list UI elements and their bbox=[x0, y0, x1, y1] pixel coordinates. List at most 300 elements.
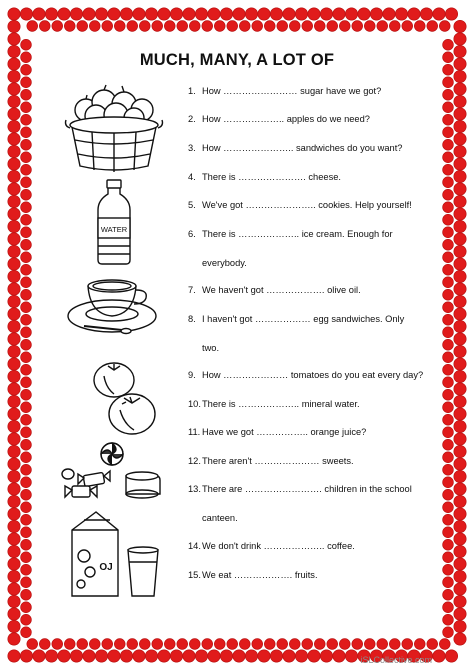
border-cherry-dot bbox=[454, 33, 466, 45]
border-cherry-dot bbox=[454, 183, 466, 195]
border-cherry-dot bbox=[227, 639, 238, 650]
question-text: There is …………………. cheese. bbox=[202, 172, 341, 182]
border-cherry-dot bbox=[8, 158, 20, 170]
border-cherry-dot bbox=[8, 483, 20, 495]
border-cherry-dot bbox=[443, 314, 454, 325]
border-cherry-dot bbox=[454, 420, 466, 432]
border-cherry-dot bbox=[220, 8, 232, 20]
border-cherry-dot bbox=[439, 639, 450, 650]
question-continuation: canteen. bbox=[202, 513, 238, 523]
border-cherry-dot bbox=[21, 202, 32, 213]
question-5 bbox=[188, 199, 412, 211]
border-cherry-dot bbox=[302, 639, 313, 650]
border-cherry-dot bbox=[427, 21, 438, 32]
border-cherry-dot bbox=[21, 164, 32, 175]
question-text: There aren't ………………… sweets. bbox=[202, 456, 354, 466]
bottle-label: WATER bbox=[100, 225, 128, 234]
border-cherry-dot bbox=[39, 639, 50, 650]
border-cherry-dot bbox=[152, 21, 163, 32]
border-cherry-dot bbox=[443, 602, 454, 613]
border-cherry-dot bbox=[302, 21, 313, 32]
border-cherry-dot bbox=[8, 558, 20, 570]
border-cherry-dot bbox=[339, 639, 350, 650]
border-cherry-dot bbox=[21, 189, 32, 200]
border-cherry-dot bbox=[454, 558, 466, 570]
border-cherry-dot bbox=[454, 95, 466, 107]
border-cherry-dot bbox=[445, 650, 457, 662]
water-bottle-illustration bbox=[94, 178, 134, 266]
border-cherry-dot bbox=[443, 564, 454, 575]
border-cherry-dot bbox=[277, 21, 288, 32]
border-cherry-dot bbox=[233, 8, 245, 20]
border-cherry-dot bbox=[189, 639, 200, 650]
border-cherry-dot bbox=[414, 21, 425, 32]
question-8 bbox=[188, 313, 405, 353]
border-cherry-dot bbox=[8, 358, 20, 370]
question-11 bbox=[188, 426, 366, 438]
question-number: 1. bbox=[188, 86, 196, 96]
border-cherry-dot bbox=[454, 245, 466, 257]
border-cherry-dot bbox=[443, 64, 454, 75]
border-cherry-dot bbox=[8, 520, 20, 532]
juice-carton-and-glass-illustration bbox=[66, 508, 166, 600]
border-cherry-dot bbox=[21, 102, 32, 113]
border-cherry-dot bbox=[358, 8, 370, 20]
question-1 bbox=[188, 85, 381, 97]
border-cherry-dot bbox=[443, 139, 454, 150]
border-cherry-dot bbox=[208, 8, 220, 20]
border-cherry-dot bbox=[389, 639, 400, 650]
border-cherry-dot bbox=[8, 195, 20, 207]
border-cherry-dot bbox=[21, 502, 32, 513]
border-cherry-dot bbox=[443, 364, 454, 375]
border-cherry-dot bbox=[170, 650, 182, 662]
border-cherry-dot bbox=[77, 21, 88, 32]
border-cherry-dot bbox=[8, 295, 20, 307]
question-text: There are ……………………. children in the school bbox=[202, 484, 412, 494]
border-cherry-dot bbox=[8, 650, 20, 662]
border-cherry-dot bbox=[8, 508, 20, 520]
border-cherry-dot bbox=[377, 639, 388, 650]
question-number: 7. bbox=[188, 285, 196, 295]
border-cherry-dot bbox=[308, 650, 320, 662]
border-cherry-dot bbox=[8, 333, 20, 345]
border-cherry-dot bbox=[45, 8, 57, 20]
border-cherry-dot bbox=[454, 570, 466, 582]
border-cherry-dot bbox=[8, 283, 20, 295]
border-cherry-dot bbox=[8, 233, 20, 245]
border-cherry-dot bbox=[283, 8, 295, 20]
border-cherry-dot bbox=[8, 533, 20, 545]
border-cherry-dot bbox=[70, 8, 82, 20]
border-cherry-dot bbox=[239, 21, 250, 32]
question-6 bbox=[188, 228, 393, 268]
border-cherry-dot bbox=[8, 145, 20, 157]
border-cherry-dot bbox=[58, 650, 70, 662]
border-cherry-dot bbox=[454, 83, 466, 95]
border-cherry-dot bbox=[8, 408, 20, 420]
border-cherry-dot bbox=[21, 464, 32, 475]
border-cherry-dot bbox=[8, 208, 20, 220]
border-cherry-dot bbox=[283, 650, 295, 662]
border-cherry-dot bbox=[127, 21, 138, 32]
border-cherry-dot bbox=[443, 502, 454, 513]
border-cherry-dot bbox=[445, 8, 457, 20]
border-cherry-dot bbox=[8, 33, 20, 45]
border-cherry-dot bbox=[377, 21, 388, 32]
border-cherry-dot bbox=[8, 170, 20, 182]
border-cherry-dot bbox=[443, 164, 454, 175]
border-cherry-dot bbox=[454, 258, 466, 270]
border-cherry-dot bbox=[58, 8, 70, 20]
border-cherry-dot bbox=[443, 214, 454, 225]
question-text: We've got ………………….. cookies. Help yourself! bbox=[202, 200, 412, 210]
question-2 bbox=[188, 113, 370, 125]
border-cherry-dot bbox=[443, 152, 454, 163]
border-cherry-dot bbox=[443, 377, 454, 388]
border-cherry-dot bbox=[289, 21, 300, 32]
border-cherry-dot bbox=[21, 339, 32, 350]
border-cherry-dot bbox=[183, 8, 195, 20]
border-cherry-dot bbox=[233, 650, 245, 662]
border-cherry-dot bbox=[443, 239, 454, 250]
border-cherry-dot bbox=[20, 650, 32, 662]
border-cherry-dot bbox=[21, 227, 32, 238]
border-cherry-dot bbox=[443, 252, 454, 263]
question-number: 4. bbox=[188, 172, 196, 182]
question-continuation: everybody. bbox=[202, 258, 247, 268]
border-cherry-dot bbox=[21, 264, 32, 275]
border-cherry-dot bbox=[139, 639, 150, 650]
border-cherry-dot bbox=[308, 8, 320, 20]
border-cherry-dot bbox=[21, 402, 32, 413]
border-cherry-dot bbox=[320, 8, 332, 20]
border-cherry-dot bbox=[289, 639, 300, 650]
footer-watermark: iSLCollective.com bbox=[360, 655, 432, 665]
question-continuation: two. bbox=[202, 343, 220, 353]
border-cherry-dot bbox=[20, 8, 32, 20]
border-cherry-dot bbox=[443, 614, 454, 625]
question-text: I haven't got ……………… egg sandwiches. Only bbox=[202, 314, 405, 324]
border-cherry-dot bbox=[443, 264, 454, 275]
question-number: 8. bbox=[188, 314, 196, 324]
border-cherry-dot bbox=[127, 639, 138, 650]
border-cherry-dot bbox=[295, 8, 307, 20]
border-cherry-dot bbox=[139, 21, 150, 32]
border-cherry-dot bbox=[21, 477, 32, 488]
border-cherry-dot bbox=[443, 189, 454, 200]
question-number: 14. bbox=[188, 541, 201, 551]
question-text: We haven't got ………………. olive oil. bbox=[202, 285, 361, 295]
question-3 bbox=[188, 142, 402, 154]
border-cherry-dot bbox=[21, 539, 32, 550]
question-text: Have we got …………….. orange juice? bbox=[202, 427, 367, 437]
border-cherry-dot bbox=[21, 527, 32, 538]
question-number: 15. bbox=[188, 570, 201, 580]
border-cherry-dot bbox=[454, 608, 466, 620]
border-cherry-dot bbox=[177, 21, 188, 32]
border-cherry-dot bbox=[21, 352, 32, 363]
border-cherry-dot bbox=[83, 8, 95, 20]
border-cherry-dot bbox=[454, 433, 466, 445]
question-number: 2. bbox=[188, 114, 196, 124]
border-cherry-dot bbox=[454, 133, 466, 145]
border-cherry-dot bbox=[21, 452, 32, 463]
border-cherry-dot bbox=[8, 420, 20, 432]
border-cherry-dot bbox=[195, 650, 207, 662]
border-cherry-dot bbox=[114, 639, 125, 650]
border-cherry-dot bbox=[133, 8, 145, 20]
border-cherry-dot bbox=[414, 639, 425, 650]
border-cherry-dot bbox=[443, 477, 454, 488]
border-cherry-dot bbox=[454, 233, 466, 245]
border-cherry-dot bbox=[443, 352, 454, 363]
border-cherry-dot bbox=[454, 108, 466, 120]
border-cherry-dot bbox=[402, 21, 413, 32]
border-cherry-dot bbox=[454, 395, 466, 407]
border-cherry-dot bbox=[433, 650, 445, 662]
border-cherry-dot bbox=[420, 8, 432, 20]
question-text: How ………………… tomatoes do you eat every day? bbox=[202, 370, 424, 380]
border-cherry-dot bbox=[202, 639, 213, 650]
border-cherry-dot bbox=[454, 520, 466, 532]
border-cherry-dot bbox=[454, 295, 466, 307]
border-cherry-dot bbox=[454, 45, 466, 57]
border-cherry-dot bbox=[8, 258, 20, 270]
border-cherry-dot bbox=[258, 650, 270, 662]
border-cherry-dot bbox=[8, 245, 20, 257]
border-cherry-dot bbox=[454, 620, 466, 632]
border-cherry-dot bbox=[8, 95, 20, 107]
border-cherry-dot bbox=[102, 21, 113, 32]
border-cherry-dot bbox=[183, 650, 195, 662]
border-cherry-dot bbox=[454, 270, 466, 282]
worksheet-page bbox=[38, 38, 436, 665]
border-cherry-dot bbox=[443, 77, 454, 88]
border-cherry-dot bbox=[21, 302, 32, 313]
border-cherry-dot bbox=[454, 445, 466, 457]
border-cherry-dot bbox=[21, 152, 32, 163]
border-cherry-dot bbox=[443, 402, 454, 413]
question-text: How …………………… sugar have we got? bbox=[202, 86, 382, 96]
border-cherry-dot bbox=[389, 21, 400, 32]
question-number: 13. bbox=[188, 484, 201, 494]
question-number: 9. bbox=[188, 370, 196, 380]
border-cherry-dot bbox=[8, 620, 20, 632]
border-cherry-dot bbox=[454, 170, 466, 182]
border-cherry-dot bbox=[264, 639, 275, 650]
border-cherry-dot bbox=[439, 21, 450, 32]
border-cherry-dot bbox=[8, 120, 20, 132]
border-cherry-dot bbox=[370, 8, 382, 20]
border-cherry-dot bbox=[8, 545, 20, 557]
border-cherry-dot bbox=[8, 320, 20, 332]
border-cherry-dot bbox=[454, 208, 466, 220]
border-cherry-dot bbox=[227, 21, 238, 32]
border-cherry-dot bbox=[270, 650, 282, 662]
border-cherry-dot bbox=[443, 289, 454, 300]
border-cherry-dot bbox=[454, 20, 466, 32]
border-cherry-dot bbox=[70, 650, 82, 662]
border-cherry-dot bbox=[21, 564, 32, 575]
border-cherry-dot bbox=[8, 595, 20, 607]
border-cherry-dot bbox=[220, 650, 232, 662]
border-cherry-dot bbox=[270, 8, 282, 20]
border-cherry-dot bbox=[8, 433, 20, 445]
border-cherry-dot bbox=[454, 333, 466, 345]
worksheet-title: MUCH, MANY, A LOT OF bbox=[139, 51, 335, 69]
border-cherry-dot bbox=[21, 577, 32, 588]
border-cherry-dot bbox=[21, 252, 32, 263]
border-cherry-dot bbox=[8, 70, 20, 82]
border-cherry-dot bbox=[402, 639, 413, 650]
border-cherry-dot bbox=[52, 21, 63, 32]
question-10 bbox=[188, 398, 360, 410]
border-cherry-dot bbox=[8, 108, 20, 120]
border-cherry-dot bbox=[21, 439, 32, 450]
border-cherry-dot bbox=[443, 89, 454, 100]
border-cherry-dot bbox=[83, 650, 95, 662]
border-cherry-dot bbox=[364, 21, 375, 32]
border-cherry-dot bbox=[177, 639, 188, 650]
border-cherry-dot bbox=[454, 120, 466, 132]
question-7 bbox=[188, 284, 361, 296]
cup-and-saucer-illustration bbox=[64, 276, 164, 342]
border-cherry-dot bbox=[8, 633, 20, 645]
border-cherry-dot bbox=[120, 8, 132, 20]
border-cherry-dot bbox=[89, 639, 100, 650]
border-cherry-dot bbox=[158, 8, 170, 20]
border-cherry-dot bbox=[21, 602, 32, 613]
question-number: 12. bbox=[188, 456, 201, 466]
question-13 bbox=[188, 483, 412, 523]
border-cherry-dot bbox=[45, 650, 57, 662]
border-cherry-dot bbox=[443, 464, 454, 475]
border-cherry-dot bbox=[77, 639, 88, 650]
border-cherry-dot bbox=[352, 21, 363, 32]
border-cherry-dot bbox=[8, 133, 20, 145]
border-cherry-dot bbox=[443, 114, 454, 125]
border-cherry-dot bbox=[8, 495, 20, 507]
border-cherry-dot bbox=[443, 627, 454, 638]
border-cherry-dot bbox=[364, 639, 375, 650]
tomatoes-illustration bbox=[90, 358, 158, 438]
border-cherry-dot bbox=[8, 395, 20, 407]
border-cherry-dot bbox=[443, 302, 454, 313]
border-cherry-dot bbox=[443, 202, 454, 213]
border-cherry-dot bbox=[8, 345, 20, 357]
border-cherry-dot bbox=[21, 52, 32, 63]
border-cherry-dot bbox=[443, 227, 454, 238]
border-cherry-dot bbox=[21, 589, 32, 600]
border-cherry-dot bbox=[352, 639, 363, 650]
border-cherry-dot bbox=[64, 639, 75, 650]
border-cherry-dot bbox=[21, 277, 32, 288]
question-number: 6. bbox=[188, 229, 196, 239]
border-cherry-dot bbox=[95, 650, 107, 662]
border-cherry-dot bbox=[427, 639, 438, 650]
border-cherry-dot bbox=[21, 514, 32, 525]
border-cherry-dot bbox=[8, 383, 20, 395]
border-cherry-dot bbox=[333, 650, 345, 662]
border-cherry-dot bbox=[21, 327, 32, 338]
border-cherry-dot bbox=[443, 452, 454, 463]
border-cherry-dot bbox=[443, 39, 454, 50]
border-cherry-dot bbox=[443, 52, 454, 63]
border-cherry-dot bbox=[52, 639, 63, 650]
border-cherry-dot bbox=[21, 77, 32, 88]
border-cherry-dot bbox=[158, 650, 170, 662]
border-cherry-dot bbox=[21, 89, 32, 100]
border-cherry-dot bbox=[21, 127, 32, 138]
border-cherry-dot bbox=[443, 577, 454, 588]
border-cherry-dot bbox=[21, 64, 32, 75]
border-cherry-dot bbox=[8, 308, 20, 320]
border-cherry-dot bbox=[454, 70, 466, 82]
border-cherry-dot bbox=[443, 277, 454, 288]
border-cherry-dot bbox=[33, 650, 45, 662]
border-cherry-dot bbox=[8, 270, 20, 282]
border-cherry-dot bbox=[454, 633, 466, 645]
border-cherry-dot bbox=[345, 650, 357, 662]
sweets-illustration bbox=[60, 440, 172, 504]
border-cherry-dot bbox=[443, 552, 454, 563]
border-cherry-dot bbox=[454, 533, 466, 545]
border-cherry-dot bbox=[333, 8, 345, 20]
border-cherry-dot bbox=[214, 639, 225, 650]
border-cherry-dot bbox=[108, 650, 120, 662]
border-cherry-dot bbox=[443, 539, 454, 550]
border-cherry-dot bbox=[252, 639, 263, 650]
border-cherry-dot bbox=[21, 289, 32, 300]
border-cherry-dot bbox=[454, 283, 466, 295]
border-cherry-dot bbox=[21, 627, 32, 638]
border-cherry-dot bbox=[443, 177, 454, 188]
border-cherry-dot bbox=[245, 8, 257, 20]
border-cherry-dot bbox=[252, 21, 263, 32]
border-cherry-dot bbox=[8, 583, 20, 595]
question-number: 5. bbox=[188, 200, 196, 210]
border-cherry-dot bbox=[454, 458, 466, 470]
border-cherry-dot bbox=[145, 650, 157, 662]
border-cherry-dot bbox=[27, 639, 38, 650]
border-cherry-dot bbox=[454, 158, 466, 170]
border-cherry-dot bbox=[8, 20, 20, 32]
border-cherry-dot bbox=[95, 8, 107, 20]
border-cherry-dot bbox=[443, 589, 454, 600]
border-cherry-dot bbox=[454, 345, 466, 357]
border-cherry-dot bbox=[108, 8, 120, 20]
border-cherry-dot bbox=[27, 21, 38, 32]
border-cherry-dot bbox=[8, 570, 20, 582]
question-text: There is ……………….. ice cream. Enough for bbox=[202, 229, 393, 239]
border-cherry-dot bbox=[383, 8, 395, 20]
border-cherry-dot bbox=[454, 195, 466, 207]
question-text: How ………………….. sandwiches do you want? bbox=[202, 143, 403, 153]
border-cherry-dot bbox=[443, 339, 454, 350]
border-cherry-dot bbox=[443, 414, 454, 425]
question-4 bbox=[188, 171, 341, 183]
question-text: We eat ………………. fruits. bbox=[202, 570, 318, 580]
border-cherry-dot bbox=[454, 408, 466, 420]
border-cherry-dot bbox=[120, 650, 132, 662]
border-cherry-dot bbox=[454, 483, 466, 495]
border-cherry-dot bbox=[8, 183, 20, 195]
border-cherry-dot bbox=[454, 583, 466, 595]
border-cherry-dot bbox=[21, 489, 32, 500]
border-cherry-dot bbox=[433, 8, 445, 20]
border-cherry-dot bbox=[314, 21, 325, 32]
